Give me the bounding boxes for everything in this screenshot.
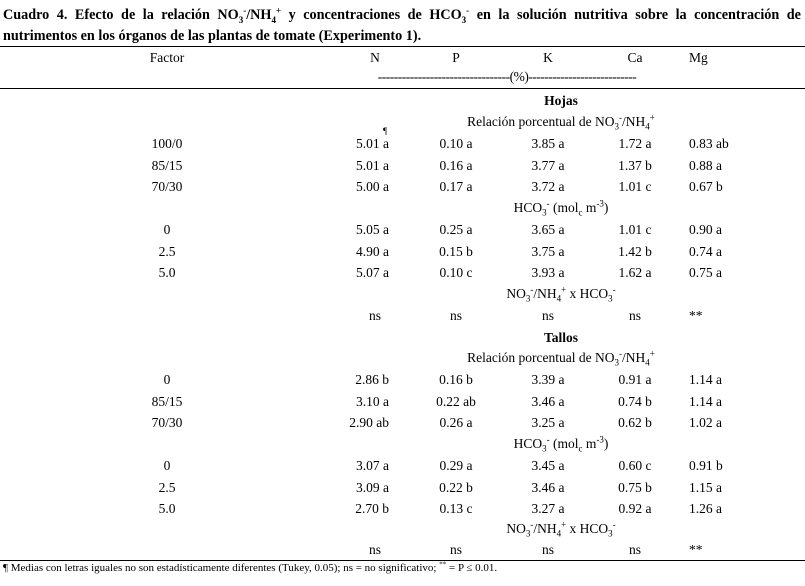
cell-ca: 1.42 b	[618, 243, 652, 259]
subheading-hco3: $HCO_3^-$ (mol$_c$ $m^{-3}$)	[513, 434, 609, 454]
cell-n: 2.70 b	[355, 501, 389, 516]
cell-factor: 70/30	[151, 179, 183, 194]
cell-factor: 100/0	[151, 136, 183, 151]
cell-mg: 1.26 a	[689, 501, 722, 516]
header-mg: Mg	[689, 50, 708, 65]
cell-k: 3.39 a	[531, 372, 565, 387]
cell-n: 3.10 a	[356, 393, 389, 409]
cell-factor: 2.5	[158, 243, 176, 259]
cell-p: 0.26 a	[439, 415, 473, 430]
cell-p: 0.25 a	[439, 222, 473, 237]
cell-ca: ns	[628, 308, 641, 323]
cell-k: 3.72 a	[531, 179, 565, 194]
cell-factor: 5.0	[158, 265, 176, 280]
cell-p: 0.22 b	[439, 479, 473, 495]
table-row	[0, 412, 805, 433]
cell-mg: 0.83 ab	[689, 136, 729, 151]
cell-mg: 0.74 a	[689, 243, 722, 259]
cell-n: 4.90 a	[356, 243, 389, 259]
cell-mg: **	[689, 542, 703, 557]
table-row	[0, 262, 805, 283]
cell-p: 0.16 b	[439, 372, 473, 387]
header-n: N	[370, 50, 380, 65]
cell-p: 0.29 a	[439, 458, 473, 473]
cell-mg: 1.14 a	[689, 393, 722, 409]
section-hojas: Hojas	[544, 93, 578, 108]
cell-k: 3.46 a	[531, 479, 565, 495]
cell-k: ns	[541, 308, 554, 323]
header-rule	[0, 88, 805, 89]
cell-n: 5.07 a	[356, 265, 389, 280]
cell-ca: 0.75 b	[618, 479, 652, 495]
cell-factor: 0	[163, 458, 171, 473]
subheading-row	[0, 111, 805, 132]
cell-ca: 1.37 b	[618, 157, 652, 173]
subheading-row	[0, 197, 805, 218]
cell-mg: 0.67 b	[689, 179, 723, 194]
cell-ca: 1.62 a	[618, 265, 652, 280]
table-row	[0, 498, 805, 519]
cell-ca: ns	[628, 542, 641, 557]
section-heading	[0, 90, 805, 111]
bottom-rule	[0, 560, 805, 561]
cell-factor: 85/15	[151, 157, 183, 173]
cell-factor: 85/15	[151, 393, 183, 409]
header-p: P	[452, 50, 460, 65]
cell-ca: 0.92 a	[618, 501, 652, 516]
cell-p: 0.15 b	[439, 243, 473, 259]
cell-ca: 0.74 b	[618, 393, 652, 409]
cell-factor: 0	[163, 372, 171, 387]
cell-p: 0.13 c	[439, 501, 473, 516]
cell-n: 5.01 a	[356, 157, 389, 173]
units-row	[0, 66, 805, 87]
subheading-ratio: Relación porcentual de $NO_3^-/NH_4^+$	[467, 348, 655, 368]
cell-factor: 70/30	[151, 415, 183, 430]
cell-n: 2.86 b	[355, 372, 389, 387]
cell-mg: 1.02 a	[689, 415, 722, 430]
cell-k: 3.25 a	[531, 415, 565, 430]
subheading-row	[0, 433, 805, 454]
cell-ca: 0.60 c	[618, 458, 652, 473]
cell-n: 5.05 a	[356, 222, 389, 237]
cell-ca: 1.01 c	[618, 222, 652, 237]
cell-p: 0.10 a	[439, 136, 473, 151]
cell-n: 5.00 a	[356, 179, 389, 194]
cell-mg: 0.90 a	[689, 222, 722, 237]
cell-factor: 0	[163, 222, 171, 237]
cell-mg: 0.75 a	[689, 265, 722, 280]
cell-k: 3.46 a	[531, 393, 565, 409]
subheading-hco3: $HCO_3^-$ (mol$_c$ $m^{-3}$)	[513, 198, 609, 218]
header-ca: Ca	[627, 50, 643, 65]
cell-mg: 1.15 a	[689, 479, 722, 495]
units-label: ---------------------------------(%)---------------------------	[377, 69, 637, 84]
cell-n: 3.07 a	[356, 458, 389, 473]
header-k: K	[543, 50, 553, 65]
table-row	[0, 455, 805, 476]
table-row: 100/0 5.01 a ¶ 0.10 a 3.85 a 1.72 a 0.83 ab	[0, 133, 805, 154]
cell-n: 5.01 a	[356, 136, 389, 151]
cell-k: ns	[541, 542, 554, 557]
header-factor: Factor	[149, 50, 185, 65]
header-row	[0, 47, 805, 68]
interaction-row	[0, 305, 805, 326]
table-row	[0, 155, 805, 176]
cell-n: ns	[368, 542, 381, 557]
cell-k: 3.85 a	[531, 136, 565, 151]
subheading-interaction: $NO_3^-/NH_4^+$ x $HCO_3^-$	[506, 519, 616, 539]
cell-k: 3.45 a	[531, 458, 565, 473]
subheading-row	[0, 518, 805, 539]
section-heading	[0, 327, 805, 348]
cell-ca: 1.72 a	[618, 136, 652, 151]
cell-mg: 0.88 a	[689, 157, 722, 173]
cell-p: ns	[449, 542, 462, 557]
cell-ca: 0.62 b	[618, 415, 652, 430]
cell-mg: 0.91 b	[689, 458, 723, 473]
subheading-ratio: Relación porcentual de $NO_3^-/NH_4^+$	[467, 112, 655, 132]
footnote: ¶ Medias con letras iguales no son estadísticamente diferentes (Tukey, 0.05); ns = no significativo; ** = P ≤ 0.01.	[3, 560, 498, 574]
section-tallos: Tallos	[543, 330, 579, 345]
cell-p: 0.17 a	[439, 179, 473, 194]
table-row	[0, 477, 805, 498]
cell-p: ns	[449, 308, 462, 323]
cell-ca: 1.01 c	[618, 179, 652, 194]
cell-n: 2.90 ab	[349, 415, 389, 430]
cell-mg: **	[689, 308, 703, 323]
subheading-row	[0, 283, 805, 304]
cell-k: 3.27 a	[531, 501, 565, 516]
cell-n: 3.09 a	[356, 479, 389, 495]
cell-p: 0.10 c	[439, 265, 473, 280]
subheading-interaction: $NO_3^-/NH_4^+$ x $HCO_3^-$	[506, 284, 616, 304]
cell-k: 3.77 a	[531, 157, 565, 173]
cell-k: 3.65 a	[531, 222, 565, 237]
cell-p: 0.22 ab	[436, 393, 476, 409]
table-row	[0, 241, 805, 262]
cell-ca: 0.91 a	[618, 372, 652, 387]
cell-factor: 5.0	[158, 501, 176, 516]
cell-factor: 2.5	[158, 479, 176, 495]
table-row	[0, 219, 805, 240]
cell-n: ns	[368, 308, 381, 323]
table-row	[0, 176, 805, 197]
table-row	[0, 369, 805, 390]
cell-p: 0.16 a	[439, 157, 473, 173]
subheading-row	[0, 347, 805, 368]
table-caption: Cuadro 4. Efecto de la relación $NO_3^-/NH_4^+$ y concentraciones de $HCO_3^-$ en la solución nutritiva sobre la concentración de nutrimentos en los órganos de las plantas de tomate (Experimento 1).	[3, 5, 801, 44]
table-row	[0, 391, 805, 412]
cell-k: 3.75 a	[531, 243, 565, 259]
cell-k: 3.93 a	[531, 265, 565, 280]
cell-mg: 1.14 a	[689, 372, 722, 387]
interaction-row	[0, 539, 805, 560]
